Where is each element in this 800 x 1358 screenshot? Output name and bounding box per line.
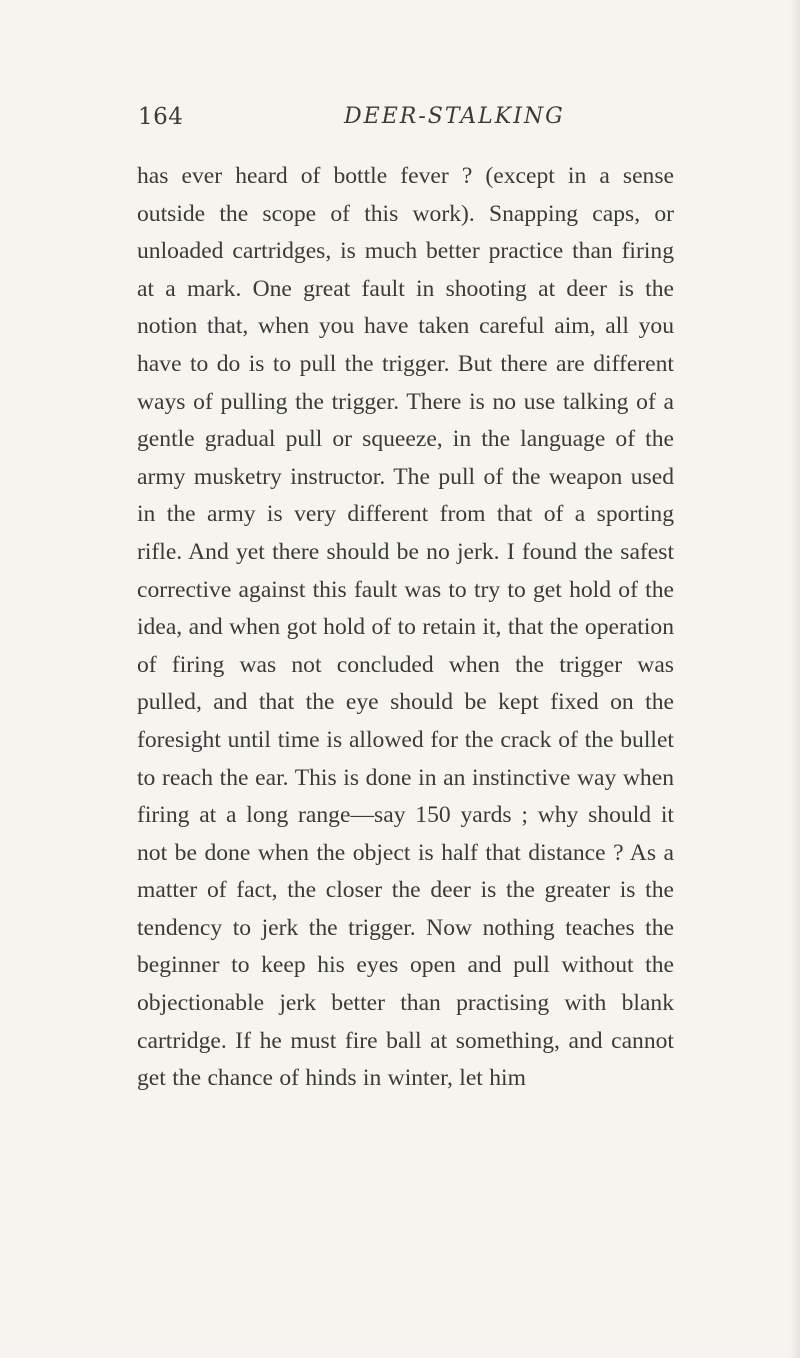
page-edge-shadow bbox=[790, 0, 800, 1358]
running-head: DEER-STALKING bbox=[344, 104, 565, 129]
body-paragraph: has ever heard of bottle fever ? (except in a sense outside the scope of this work). Snapping caps, or unloaded cartridges, is much better practice than firing at a mark. One great fault in shooting at deer is the notion that, when you have taken careful aim, all you have to do is to pull the trigger. But there are different ways of pulling the trigger. There is no use talking of a gentle gradual pull or squeeze, in the language of the army musketry instructor. The pull of the weapon used in the army is very different from that of a sporting rifle. And yet there should be no jerk. I found the safest corrective against this fault was to try to get hold of the idea, and when got hold of to retain it, that the operation of firing was not concluded when the trigger was pulled, and that the eye should be kept fixed on the foresight until time is allowed for the crack of the bullet to reach the ear. This is done in an instinctive way when firing at a long range—say 150 yards ; why should it not be done when the object is half that distance ? As a matter of fact, the closer the deer is the greater is the tendency to jerk the trigger. Now nothing teaches the beginner to keep his eyes open and pull without the objectionable jerk better than practising with blank cartridge. If he must fire ball at something, and cannot get the chance of hinds in winter, let him bbox=[137, 163, 674, 1092]
page-header bbox=[138, 104, 678, 140]
page-number: 164 bbox=[138, 104, 184, 130]
